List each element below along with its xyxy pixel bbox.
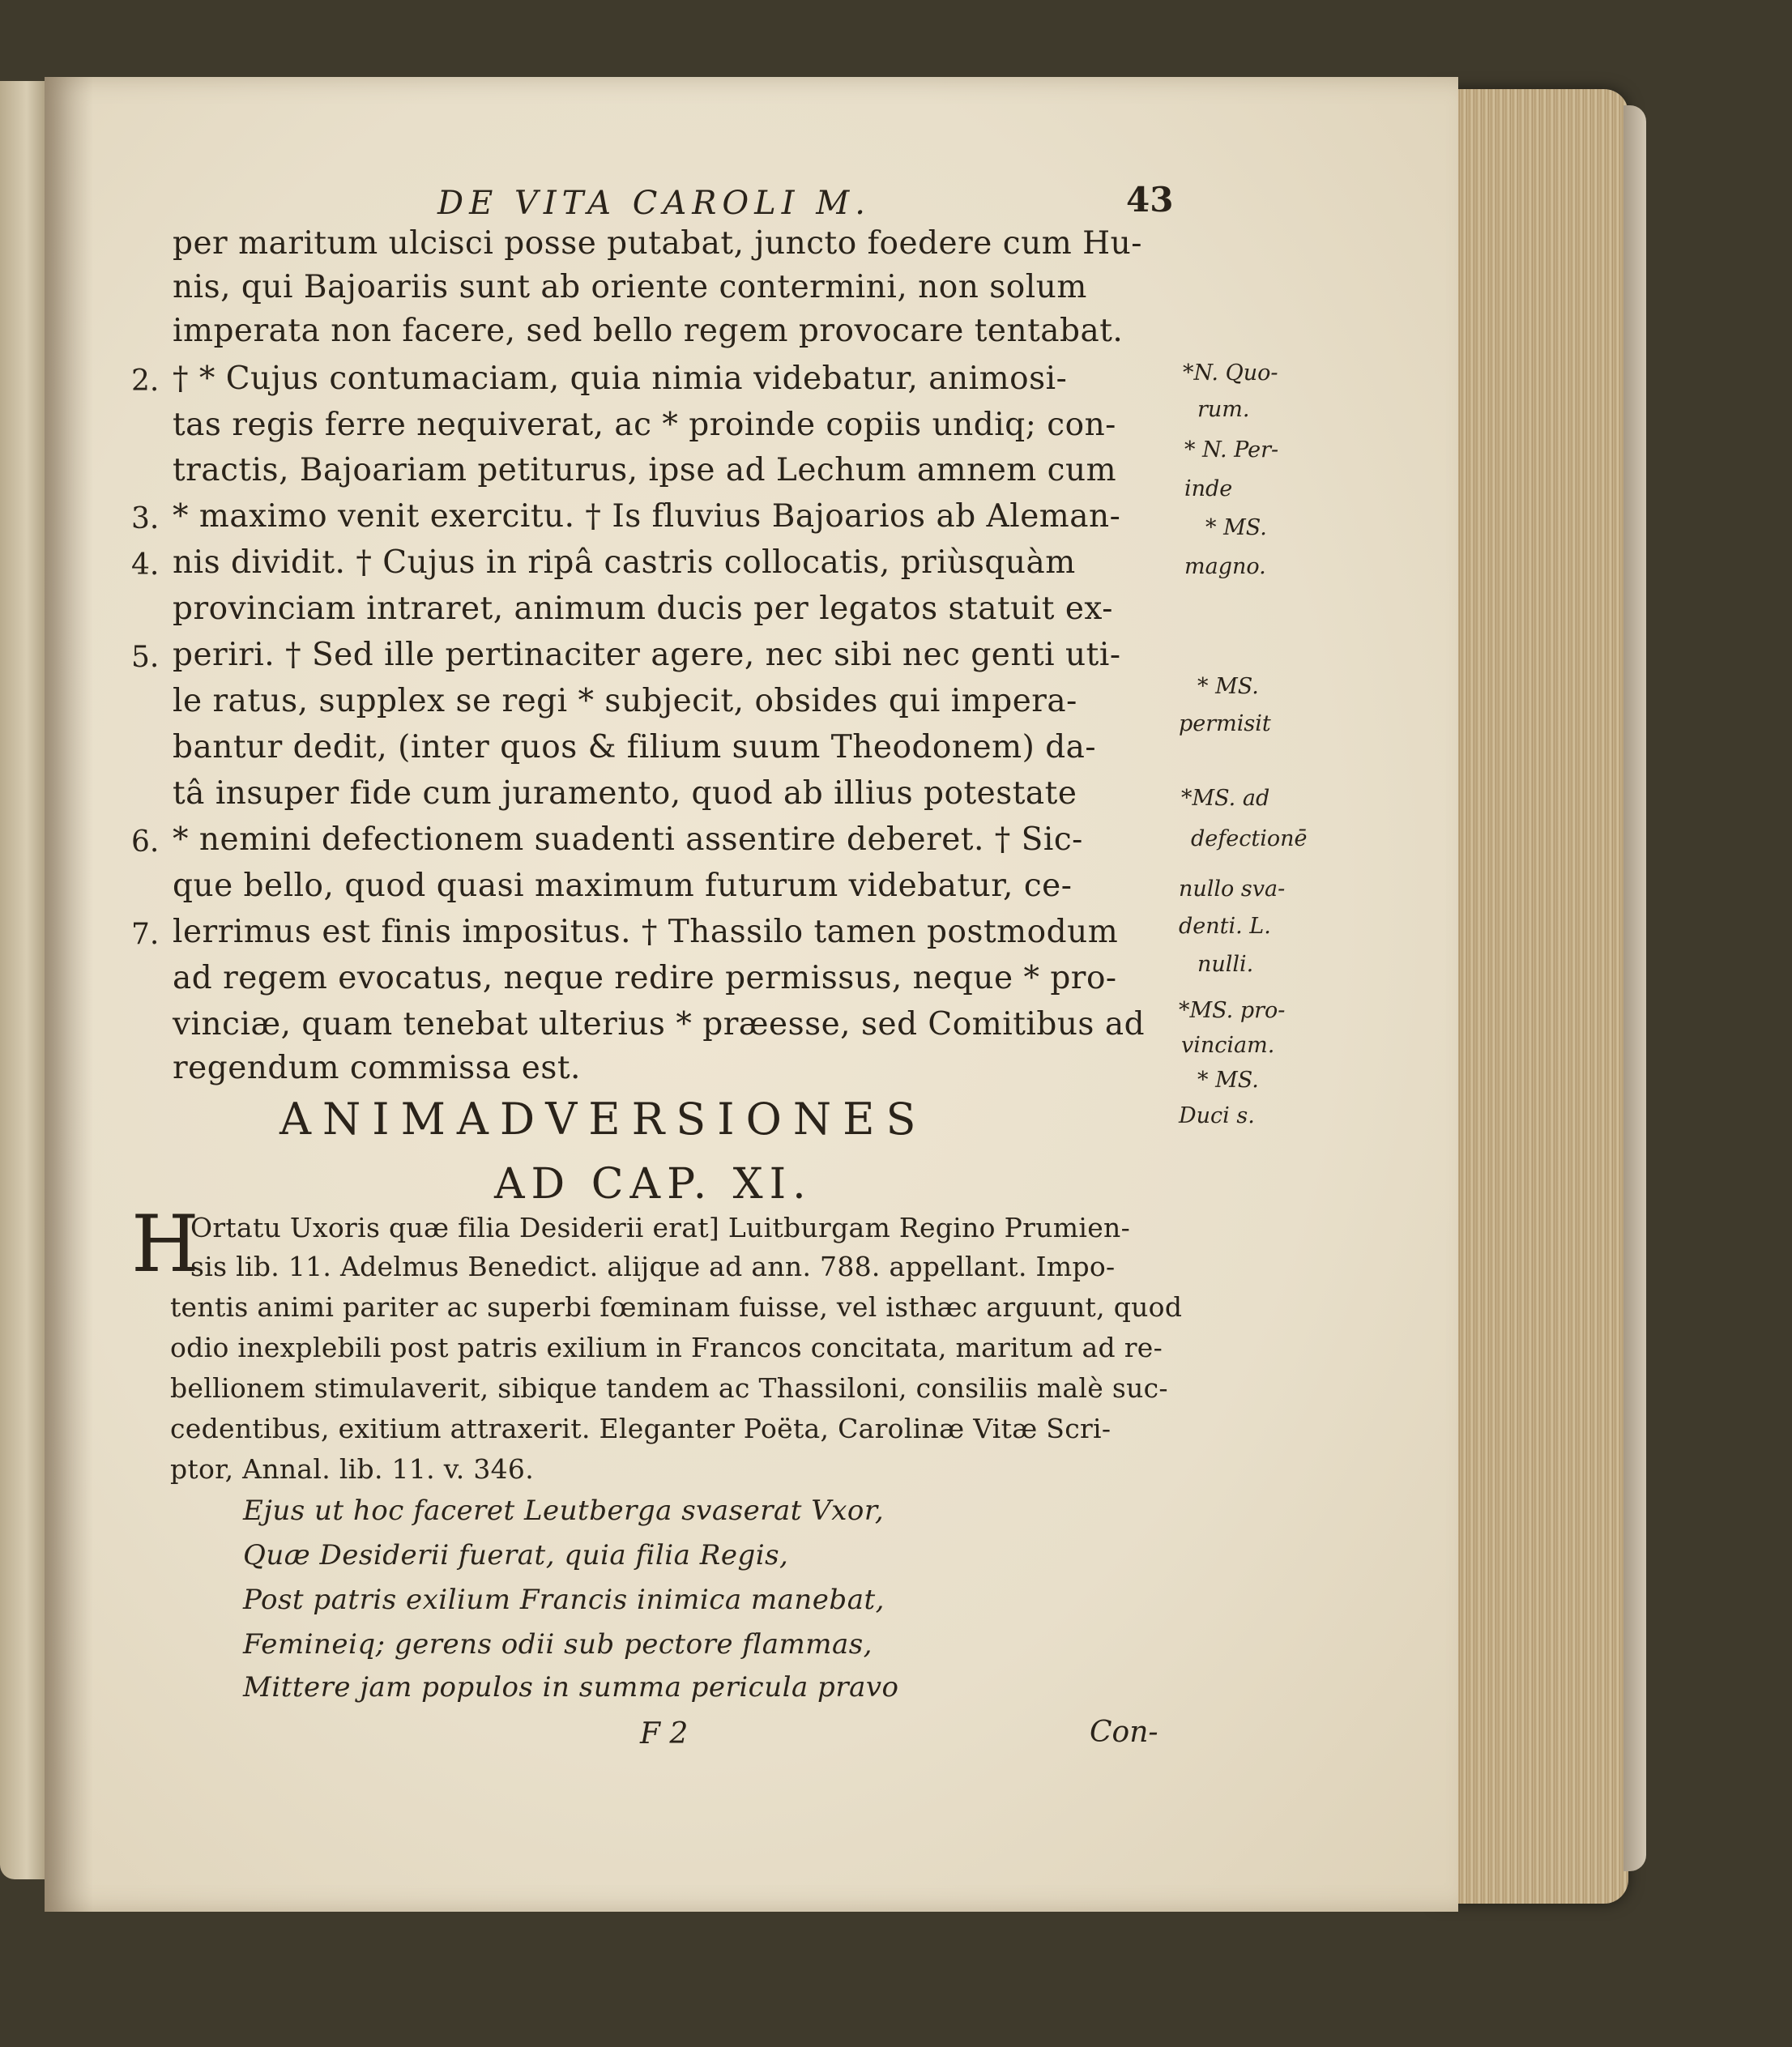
body-line: periri. † Sed ille pertinaciter agere, nec sibi nec genti uti- bbox=[173, 637, 1121, 673]
body-line: le ratus, supplex se regi * subjecit, obsides qui impera- bbox=[173, 683, 1077, 719]
body-line: tas regis ferre nequiverat, ac * proinde copiis undiq; con- bbox=[173, 407, 1116, 443]
body-line: ad regem evocatus, neque redire permissus, neque * pro- bbox=[173, 960, 1117, 996]
verse-line: Mittere jam populos in summa pericula pravo bbox=[243, 1671, 899, 1704]
margin-note: * MS. bbox=[1205, 515, 1267, 540]
margin-note: rum. bbox=[1197, 397, 1250, 422]
body-line: lerrimus est finis impositus. † Thassilo tamen postmodum bbox=[173, 914, 1119, 950]
section-subtitle: AD CAP. XI. bbox=[494, 1160, 813, 1209]
margin-note: *MS. ad bbox=[1181, 786, 1270, 811]
margin-note: *MS. pro- bbox=[1179, 998, 1286, 1023]
body-line: tractis, Bajoariam petiturus, ipse ad Lechum amnem cum bbox=[173, 452, 1117, 488]
body-line: vinciæ, quam tenebat ulterius * præesse, sed Comitibus ad bbox=[173, 1006, 1146, 1043]
signature-mark: F 2 bbox=[640, 1717, 689, 1751]
body-line: provinciam intraret, animum ducis per legatos statuit ex- bbox=[173, 591, 1113, 627]
catchword: Con- bbox=[1090, 1716, 1158, 1749]
margin-note: permisit bbox=[1179, 711, 1271, 736]
margin-note: * MS. bbox=[1197, 674, 1259, 699]
margin-note: magno. bbox=[1184, 554, 1266, 579]
body-line: tâ insuper fide cum juramento, quod ab illius potestate bbox=[173, 775, 1077, 812]
commentary-line: Ortatu Uxoris quæ filia Desiderii erat] Luitburgam Regino Prumien- bbox=[190, 1212, 1131, 1243]
verse-line: Ejus ut hoc faceret Leutberga svaserat Vxor, bbox=[243, 1495, 885, 1527]
line-number: 5. bbox=[131, 641, 160, 674]
body-line: * nemini defectionem suadenti assentire deberet. † Sic- bbox=[173, 821, 1083, 858]
commentary-line: bellionem stimulaverit, sibique tandem ac Thassiloni, consiliis malè suc- bbox=[170, 1372, 1168, 1404]
verse-line: Quæ Desiderii fuerat, quia filia Regis, bbox=[243, 1539, 789, 1571]
body-line: nis dividit. † Cujus in ripâ castris collocatis, priùsquàm bbox=[173, 544, 1076, 581]
running-title: DE VITA CAROLI M. bbox=[437, 185, 871, 222]
body-line: bantur dedit, (inter quos & filium suum Theodonem) da- bbox=[173, 729, 1097, 765]
page-number: 43 bbox=[1126, 180, 1174, 220]
line-number: 3. bbox=[131, 502, 160, 535]
body-line: imperata non facere, sed bello regem provocare tentabat. bbox=[173, 313, 1124, 349]
commentary-line: ptor, Annal. lib. 11. v. 346. bbox=[170, 1453, 534, 1485]
margin-note: Duci s. bbox=[1179, 1103, 1255, 1128]
margin-note: denti. L. bbox=[1179, 914, 1271, 939]
commentary-line: tentis animi pariter ac superbi fœminam fuisse, vel isthæc arguunt, quod bbox=[170, 1291, 1183, 1323]
body-line: * maximo venit exercitu. † Is fluvius Bajoarios ab Aleman- bbox=[173, 498, 1121, 535]
line-number: 2. bbox=[131, 365, 160, 398]
commentary-line: odio inexplebili post patris exilium in Francos concitata, maritum ad re- bbox=[170, 1332, 1163, 1363]
margin-note: * MS. bbox=[1197, 1068, 1259, 1093]
margin-note: inde bbox=[1184, 476, 1233, 501]
line-number: 7. bbox=[131, 918, 160, 951]
line-number: 4. bbox=[131, 548, 160, 582]
line-number: 6. bbox=[131, 825, 160, 859]
body-line: † * Cujus contumaciam, quia nimia videbatur, animosi- bbox=[173, 360, 1068, 397]
section-title: ANIMADVERSIONES bbox=[279, 1094, 928, 1145]
body-line: regendum commissa est. bbox=[173, 1050, 581, 1086]
margin-note: * N. Per- bbox=[1184, 437, 1279, 463]
commentary-line: sis lib. 11. Adelmus Benedict. alijque ad ann. 788. appellant. Impo- bbox=[190, 1251, 1116, 1282]
drop-cap: H bbox=[131, 1199, 199, 1290]
body-line: per maritum ulcisci posse putabat, juncto foedere cum Hu- bbox=[173, 225, 1142, 262]
margin-note: vinciam. bbox=[1181, 1033, 1275, 1058]
margin-note: nullo sva- bbox=[1179, 876, 1286, 902]
margin-note: *N. Quo- bbox=[1183, 360, 1278, 386]
body-line: que bello, quod quasi maximum futurum videbatur, ce- bbox=[173, 868, 1073, 904]
verse-line: Post patris exilium Francis inimica manebat, bbox=[243, 1584, 885, 1616]
margin-note: nulli. bbox=[1197, 952, 1254, 977]
verse-line: Femineiq; gerens odii sub pectore flammas, bbox=[243, 1628, 873, 1661]
commentary-line: cedentibus, exitium attraxerit. Eleganter Poëta, Carolinæ Vitæ Scri- bbox=[170, 1413, 1111, 1444]
body-line: nis, qui Bajoariis sunt ab oriente contermini, non solum bbox=[173, 269, 1087, 305]
margin-note: defectionē bbox=[1191, 826, 1308, 851]
